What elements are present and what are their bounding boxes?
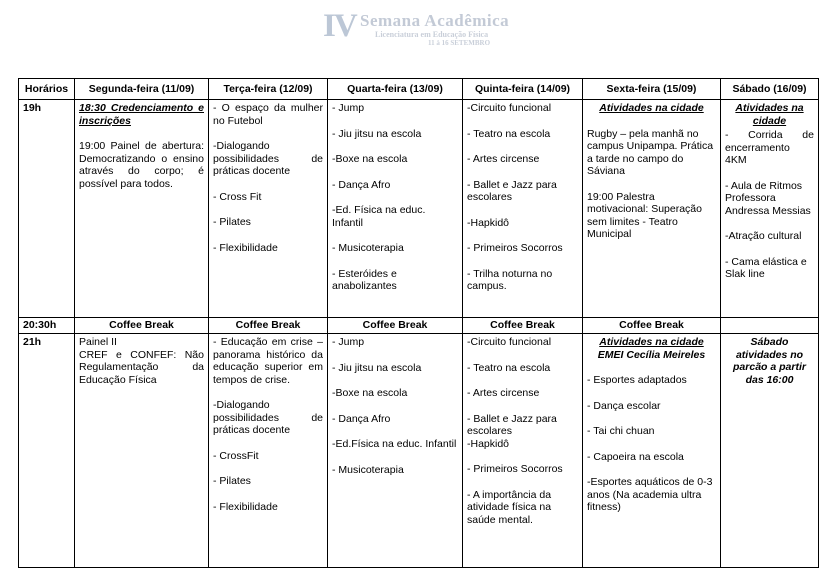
list-item: - Cross Fit — [213, 190, 262, 203]
wednesday-19h-cell — [328, 100, 463, 318]
list-item: - Pilates — [213, 475, 251, 487]
thursday-19h-cell — [463, 100, 583, 318]
list-item: -Esportes aquáticos de 0-3 anos (Na academia ultra fitness) — [587, 476, 713, 513]
col-header-thursday: Quinta-feira (14/09) — [463, 79, 583, 100]
coffee-break-cell: Coffee Break — [328, 318, 463, 334]
friday-21h-subtitle: EMEI Cecília Meireles — [597, 348, 706, 361]
header-row — [19, 79, 819, 100]
list-item: -Dialogando possibilidades de práticas docente — [213, 399, 323, 436]
list-item: - Dança Afro — [332, 178, 391, 191]
friday-21h-title: Atividades na cidade — [599, 336, 704, 348]
list-item: - Musicoterapia — [332, 463, 404, 476]
list-item: - Trilha noturna no campus. — [467, 267, 553, 292]
list-item: -Ed.Física na educ. Infantil — [332, 438, 457, 450]
friday-21h-cell — [583, 334, 721, 568]
list-item: - Primeiros Socorros — [467, 463, 563, 475]
list-item: - Capoeira na escola — [587, 450, 684, 463]
list-item: - Teatro na escola — [467, 127, 551, 140]
list-item: -Circuito funcional — [467, 336, 552, 348]
tuesday-21h-cell — [209, 334, 328, 568]
list-item: -Boxe na escola — [332, 153, 408, 165]
logo-dates: 11 à 16 SETEMBRO — [428, 39, 491, 47]
logo-subtitle: Licenciatura em Educação Física — [375, 30, 489, 39]
saturday-21h-cell: Sábado atividades no parcão a partir das 16:00 — [721, 334, 819, 568]
tuesday-19h-cell — [209, 100, 328, 318]
list-item: - Cama elástica e Slak line — [725, 255, 807, 280]
list-item: - Jump — [332, 102, 365, 114]
list-item: - Jiu jitsu na escola — [332, 361, 422, 374]
time-cell: 19h — [19, 100, 75, 318]
monday-21h-title: Painel II — [79, 336, 117, 348]
list-item: - Primeiros Socorros — [467, 242, 563, 254]
list-item: - Pilates — [213, 216, 251, 228]
list-item: -Atração cultural — [725, 230, 802, 242]
list-item: - Ballet e Jazz para escolares — [467, 178, 557, 203]
friday-19h-text-1: Rugby – pela manhã no campus Unipampa. Prática a tarde no campo do Sáviana — [587, 127, 714, 177]
list-item: -Dialogando possibilidades de práticas docente — [213, 140, 323, 177]
list-item: - Jiu jitsu na escola — [332, 127, 422, 140]
col-header-saturday: Sábado (16/09) — [721, 79, 819, 100]
list-item: - Jump — [332, 336, 365, 348]
logo-numeral: IV — [323, 8, 356, 44]
list-item: - Artes circense — [467, 387, 540, 399]
time-cell: 20:30h — [19, 318, 75, 334]
list-item: -Circuito funcional — [467, 102, 552, 114]
row-19h — [19, 100, 819, 318]
col-header-horarios: Horários — [19, 79, 75, 100]
list-item: - Corrida de encerramento 4KM — [725, 129, 814, 166]
monday-21h-text: CREF e CONFEF: Não Regulamentação da Educação Física — [79, 348, 204, 386]
col-header-tuesday: Terça-feira (12/09) — [209, 79, 328, 100]
list-item: - Dança escolar — [587, 399, 661, 412]
coffee-break-cell: Coffee Break — [463, 318, 583, 334]
friday-19h-text-2: 19:00 Palestra motivacional: Superação sem limites - Teatro Municipal — [587, 190, 702, 240]
list-item: - Ballet e Jazz para escolares — [467, 412, 557, 437]
list-item: - Flexibilidade — [213, 241, 278, 254]
time-cell: 21h — [19, 334, 75, 568]
list-item: -Boxe na escola — [332, 387, 408, 399]
coffee-break-cell: Coffee Break — [209, 318, 328, 334]
row-coffee-break — [19, 318, 819, 334]
coffee-break-cell: Coffee Break — [75, 318, 209, 334]
coffee-break-empty-cell — [721, 318, 819, 334]
list-item: - Musicoterapia — [332, 242, 404, 254]
coffee-break-cell: Coffee Break — [583, 318, 721, 334]
thursday-21h-cell — [463, 334, 583, 568]
list-item: - Dança Afro — [332, 412, 391, 425]
friday-19h-title: Atividades na cidade — [599, 102, 704, 114]
col-header-wednesday: Quarta-feira (13/09) — [328, 79, 463, 100]
col-header-monday: Segunda-feira (11/09) — [75, 79, 209, 100]
schedule-table — [18, 78, 819, 568]
list-item: -Hapkidô — [467, 437, 510, 450]
monday-19h-title: 18:30 Credenciamento e inscrições — [79, 102, 204, 127]
row-21h — [19, 334, 819, 568]
logo-title: Semana Acadêmica — [360, 11, 510, 30]
list-item: - O espaço da mulher no Futebol — [213, 102, 323, 127]
list-item: - Esteróides e anabolizantes — [332, 267, 397, 292]
list-item: - Educação em crise – panorama histórico da educação superior em tempos de crise. — [213, 336, 323, 386]
list-item: -Ed. Física na educ. Infantil — [332, 204, 426, 229]
monday-21h-cell — [75, 334, 209, 568]
monday-19h-text: 19:00 Painel de abertura: Democratizando o ensino através do corpo; é possível para todos. — [79, 140, 204, 190]
event-logo — [323, 10, 538, 46]
list-item: - Aula de Ritmos Professora Andressa Messias — [725, 179, 811, 217]
list-item: -Hapkidô — [467, 216, 510, 229]
saturday-19h-title: Atividades na cidade — [735, 102, 804, 127]
list-item: - Flexibilidade — [213, 500, 278, 513]
list-item: - A importância da atividade física na saúde mental. — [467, 488, 552, 526]
list-item: - Teatro na escola — [467, 361, 551, 374]
list-item: - CrossFit — [213, 449, 259, 462]
monday-19h-cell — [75, 100, 209, 318]
list-item: - Esportes adaptados — [587, 374, 687, 386]
col-header-friday: Sexta-feira (15/09) — [583, 79, 721, 100]
list-item: - Artes circense — [467, 153, 540, 165]
list-item: - Tai chi chuan — [587, 425, 655, 437]
wednesday-21h-cell — [328, 334, 463, 568]
saturday-19h-cell — [721, 100, 819, 318]
friday-19h-cell — [583, 100, 721, 318]
